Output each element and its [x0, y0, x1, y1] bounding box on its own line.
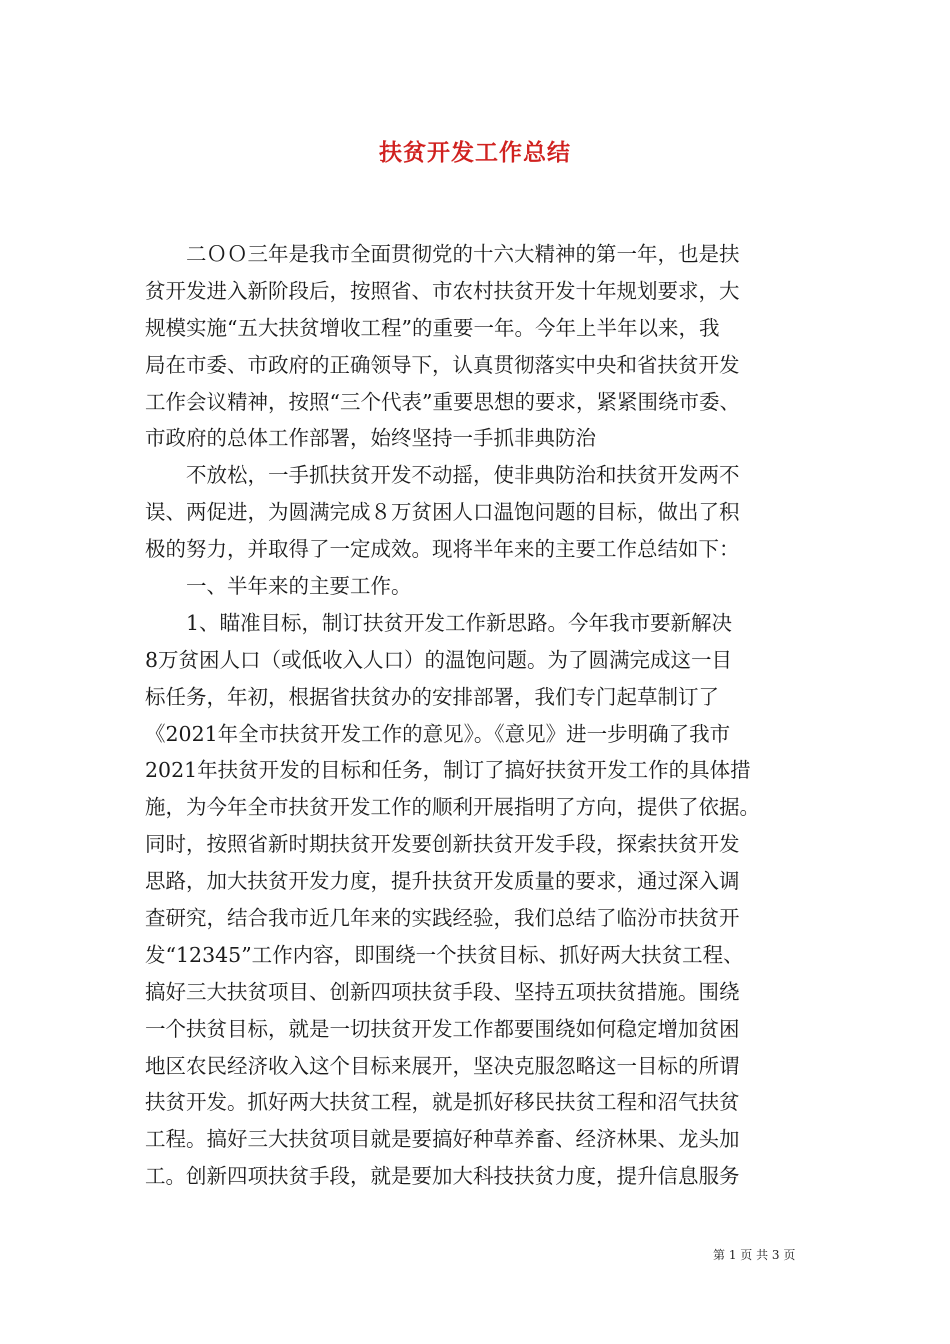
body-line: 市政府的总体工作部署，始终坚持一手抓非典防治: [145, 426, 596, 451]
body-line: 二ＯＯ三年是我市全面贯彻党的十六大精神的第一年，也是扶: [145, 242, 740, 266]
document-body: [145, 236, 807, 1195]
body-line: 思路，加大扶贫开发力度，提升扶贫开发质量的要求，通过深入调: [145, 869, 740, 894]
body-line: 扶贫开发。抓好两大扶贫工程，就是抓好移民扶贫工程和沼气扶贫: [145, 1090, 740, 1115]
body-line: 工程。搞好三大扶贫项目就是要搞好种草养畜、经济林果、龙头加: [145, 1127, 740, 1152]
body-line: 地区农民经济收入这个目标来展开，坚决克服忽略这一目标的所谓: [145, 1053, 740, 1078]
body-line: 查研究，结合我市近几年来的实践经验，我们总结了临汾市扶贫开: [145, 906, 740, 931]
body-line: 规模实施“五大扶贫增收工程”的重要一年。今年上半年以来，我: [145, 315, 720, 340]
body-line: 一、半年来的主要工作。: [145, 574, 412, 599]
body-line: 不放松，一手抓扶贫开发不动摇，使非典防治和扶贫开发两不: [145, 463, 740, 488]
body-line: 2021年扶贫开发的目标和任务，制订了搞好扶贫开发工作的具体措: [145, 758, 751, 783]
body-line: 工。创新四项扶贫手段，就是要加大科技扶贫力度，提升信息服务: [145, 1164, 740, 1189]
body-line: 一个扶贫目标，就是一切扶贫开发工作都要围绕如何稳定增加贫困: [145, 1016, 740, 1041]
body-line: 极的努力，并取得了一定成效。现将半年来的主要工作总结如下：: [145, 537, 740, 562]
body-line: 误、两促进，为圆满完成８万贫困人口温饱问题的目标，做出了积: [145, 500, 740, 525]
body-line: 局在市委、市政府的正确领导下，认真贯彻落实中央和省扶贫开发: [145, 352, 740, 377]
body-line: 标任务，年初，根据省扶贫办的安排部署，我们专门起草制订了: [145, 684, 719, 709]
page-number-footer: 第 1 页 共 3 页: [713, 1248, 796, 1262]
body-line: 贫开发进入新阶段后，按照省、市农村扶贫开发十年规划要求，大: [145, 278, 740, 303]
document-title: 扶贫开发工作总结: [379, 140, 571, 166]
body-line: 工作会议精神，按照“三个代表”重要思想的要求，紧紧围绕市委、: [145, 389, 740, 414]
body-line: 施，为今年全市扶贫开发工作的顺利开展指明了方向，提供了依据。: [145, 795, 760, 820]
body-line: 1、瞄准目标，制订扶贫开发工作新思路。今年我市要新解决: [145, 610, 733, 635]
body-line: 8万贫困人口（或低收入人口）的温饱问题。为了圆满完成这一目: [145, 647, 733, 672]
body-line: 同时，按照省新时期扶贫开发要创新扶贫开发手段，探索扶贫开发: [145, 832, 740, 857]
body-line: 搞好三大扶贫项目、创新四项扶贫手段、坚持五项扶贫措施。围绕: [145, 979, 740, 1004]
body-line: 发“12345”工作内容，即围绕一个扶贫目标、抓好两大扶贫工程、: [145, 942, 744, 967]
body-line: 《2021年全市扶贫开发工作的意见》。《意见》进一步明确了我市: [145, 721, 731, 746]
